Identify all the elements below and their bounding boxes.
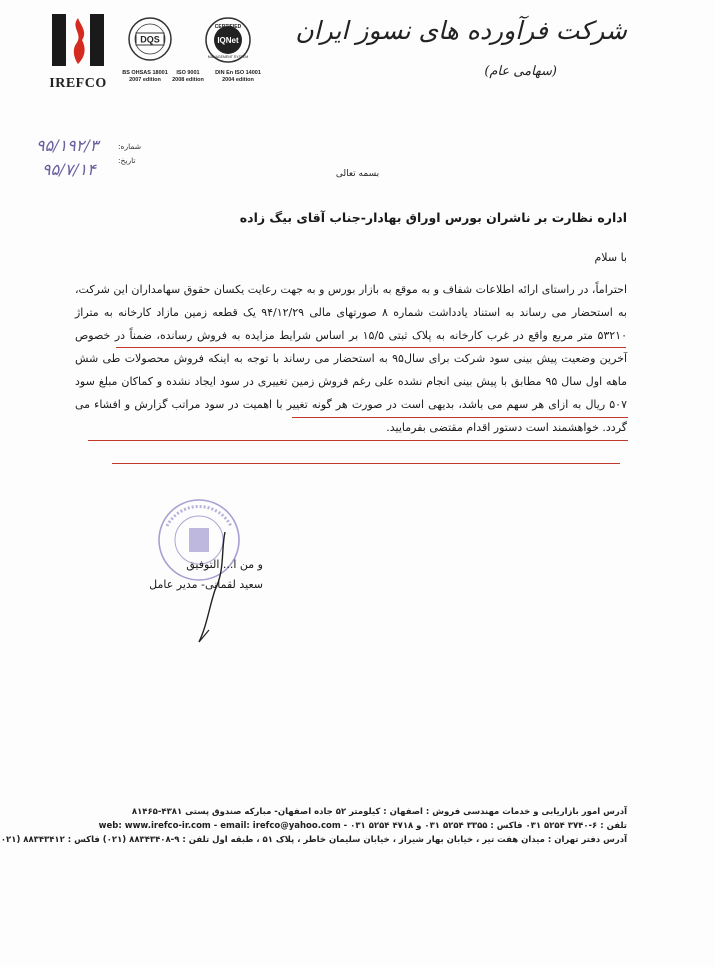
recipient-line: اداره نظارت بر ناشران بورس اوراق بهادار-جناب آقای بیگ زاده xyxy=(239,210,627,225)
letter-footer xyxy=(0,805,627,847)
letter-body xyxy=(75,278,627,439)
company-type: (سهامی عام) xyxy=(484,64,557,79)
cert-caption-iso9001: ISO 9001 2008 edition xyxy=(172,70,204,83)
footer-phones: تلفن : ۶-۳۷۴۰ ۵۲۵۴ ۰۳۱ فاکس : ۳۳۵۵ ۵۲۵۴ ۰۳۱ و ۴۷۱۸ ۵۲۵۴ ۰۳۱ - xyxy=(343,821,627,831)
dqs-certification-badge xyxy=(127,16,173,66)
logo-text: IREFCO xyxy=(49,76,107,91)
highlight-underline xyxy=(292,417,628,418)
body-paragraph: احتراماً، در راستای ارائه اطلاعات شفاف و به موقع به بازار بورس و به جهت رعایت یکسان حقوق سهامداران این شرکت، به استحضار می رساند به استناد یادداشت شماره ۸ صورتهای مالی ۹۴/۱۲/۲۹ یک قطعه زمین مازاد کارخانه به متراژ ۵۳۲۱۰ متر مربع واقع در غرب کارخانه به پلاک ثبتی ۱۵/۵ بر اساس شرایط مزایده به فروش رسانده، ضمناً در خصوص آخرین وضعیت پیش بینی سود شرکت برای سال۹۵ به استحضار می رساند با توجه به اینکه فروش محصولات طی شش ماهه اول سال ۹۵ مطابق با پیش بینی انجام نشده علی رغم فروش زمین تغییری در سود ایجاد نشده و کماکان مبلغ سود ۵۰۷ ریال به ازای هر سهم می باشد، بدیهی است در صورت هر گونه تغییر با اهمیت در سود مراتب گزارش و افشاء می گردد. خواهشمند است دستور اقدام مقتضی بفرمایید. xyxy=(75,283,628,434)
signer-name: سعید لقمانی- مدیر عامل xyxy=(149,578,263,591)
svg-text:DQS: DQS xyxy=(140,34,160,45)
company-logo xyxy=(48,14,108,92)
svg-text:CERTIFIED: CERTIFIED xyxy=(214,24,242,30)
footer-tehran-address: آدرس دفتر تهران : میدان هفت تیر ، خیابان بهار شیراز ، خیابان سلیمان خاطر ، پلاک ۵۱ ، طبقه اول تلفن : ۹-۸۸۳۴۳۴۰۸ (۰۲۱) فاکس : ۸۸۳۴۳۴۱۲ (۰۲۱ xyxy=(0,835,627,845)
basmala: بسمه تعالی xyxy=(335,169,380,179)
company-name: شرکت فرآورده های نسوز ایران xyxy=(295,16,627,45)
letter-date: ۹۵/۷/۱۴ xyxy=(42,160,96,179)
iqnet-certification-badge xyxy=(204,16,252,68)
irefco-logo-icon xyxy=(50,14,106,66)
cert-caption-ohsas: BS OHSAS 18001 2007 edition xyxy=(122,70,168,83)
footer-marketing-address: آدرس امور بازاریابی و خدمات مهندسی فروش : اصفهان : کیلومتر ۵۲ جاده اصفهان- مبارکه صندوق پستی ۴۳۸۱-۸۱۴۶۵ xyxy=(131,807,627,817)
footer-contact-line xyxy=(80,819,627,833)
greeting: با سلام xyxy=(594,251,627,264)
svg-text:MANAGEMENT SYSTEM: MANAGEMENT SYSTEM xyxy=(207,55,249,59)
date-label: تاریخ: xyxy=(118,156,136,165)
highlight-underline xyxy=(112,463,620,464)
iqnet-seal-icon xyxy=(204,16,252,64)
highlight-underline xyxy=(88,440,628,441)
letter-number: ۹۵/۱۹۲/۳ xyxy=(36,136,99,155)
cert-caption-iso14001: DIN En ISO 14001 2004 edition xyxy=(215,70,261,83)
closing-phrase: و من ا... التوفیق xyxy=(186,558,263,571)
number-label: شماره: xyxy=(118,142,141,151)
dqs-seal-icon xyxy=(127,16,173,62)
highlight-underline xyxy=(116,347,626,348)
footer-web-email: web: www.irefco-ir.com - email: irefco@yahoo.com xyxy=(98,821,341,831)
svg-text:IQNet: IQNet xyxy=(217,36,239,45)
